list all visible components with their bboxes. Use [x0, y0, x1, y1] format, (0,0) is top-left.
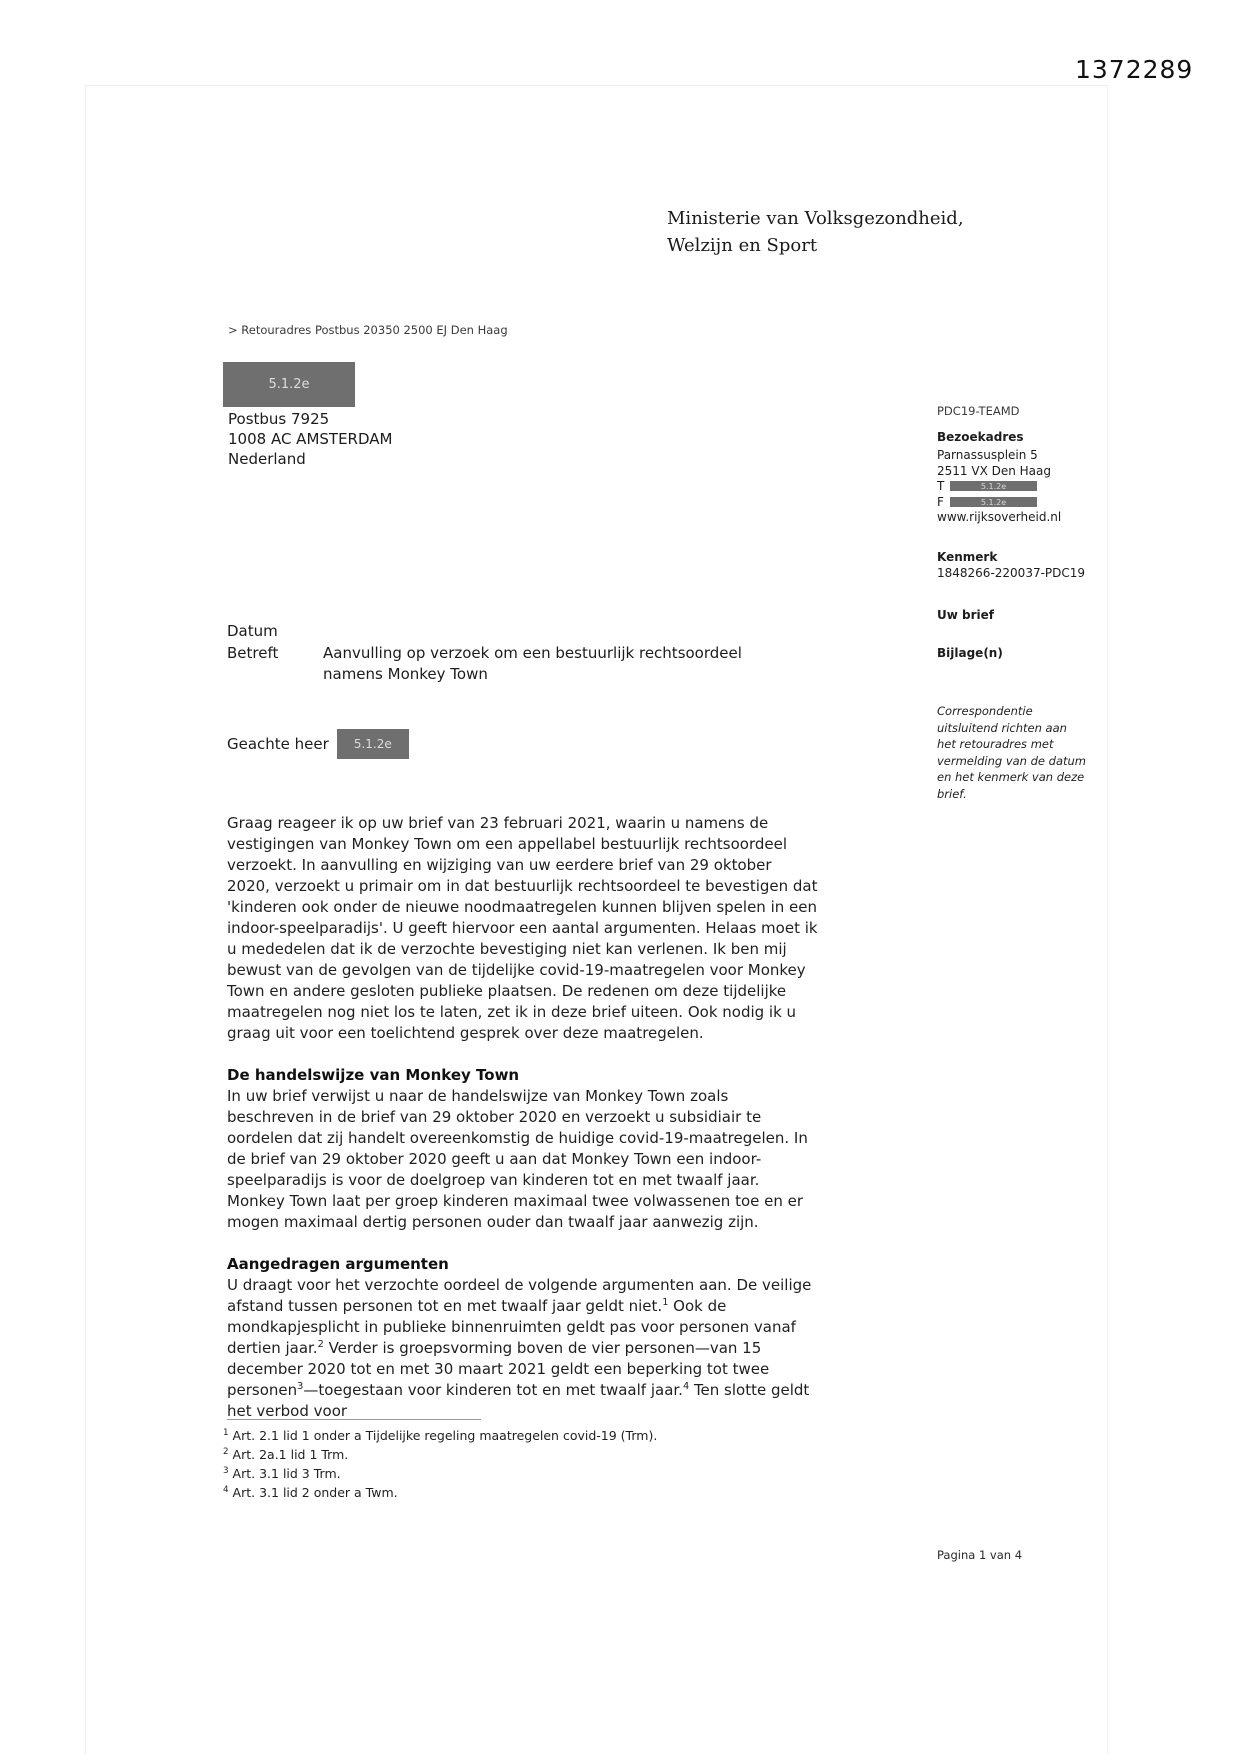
redaction-box-phone: 5.1.2e [950, 481, 1037, 491]
salutation-text: Geachte heer [227, 735, 329, 753]
recipient-address-line: 1008 AC AMSTERDAM [228, 430, 393, 448]
body-paragraph-1: Graag reageer ik op uw brief van 23 februari 2021, waarin u namens de vestigingen van Monkey Town om een appellabel bestuurlijk rechtsoordeel verzoekt. In aanvulling en wijziging van uw eerdere brief van 29 oktober 2020, verzoekt u primair om in dat bestuurlijk rechtsoordeel te bevestigen dat 'kinderen ook onder de nieuwe noodmaatregelen kunnen blijven spelen in een indoor-speelparadijs'. U geeft hiervoor een aantal argumenten. Helaas moet ik u mededelen dat ik de verzochte bevestiging niet kan verlenen. Ik ben mij bewust van de gevolgen van de tijdelijke covid-19-maatregelen voor Monkey Town en andere gesloten publieke plaatsen. De redenen om deze tijdelijke maatregelen nog niet los te laten, zet ik in deze brief uiteen. Ook nodig ik u graag uit voor een toelichtend gesprek over deze maatregelen. [227, 814, 818, 1042]
footnote-item: $^2$ Art. 2a.1 lid 1 Trm. [223, 1446, 349, 1462]
redaction-box-name: 5.1.2e [337, 729, 409, 759]
body-paragraph-3: U draagt voor het verzochte oordeel de volgende argumenten aan. De veilige afstand tussen personen tot en met twaalf jaar geldt niet.$^1$ Ook de mondkapjesplicht in publieke binnenruimten geldt pas voor personen vanaf dertien jaar.$^2$ Verder is groepsvorming boven de vier personen—van 15 december 2020 tot en met 30 maart 2021 geldt een beperking tot twee personen$^3$—toegestaan voor kinderen tot en met twaalf jaar.$^4$ Ten slotte geldt het verbod voor [227, 1276, 812, 1420]
subject-row [227, 643, 763, 685]
ministry-name-line1: Ministerie van Volksgezondheid, [667, 208, 964, 229]
recipient-address-block [228, 409, 392, 469]
sidebar-website-link: www.rijksoverheid.nl [937, 510, 1062, 524]
sidebar-your-letter-label: Uw brief [937, 608, 994, 622]
redaction-box-addressee [223, 362, 355, 407]
footnote-item: $^4$ Art. 3.1 lid 2 onder a Twm. [223, 1484, 398, 1500]
redaction-ground-label: 5.1.2e [268, 377, 310, 392]
date-label: Datum [227, 622, 278, 640]
page-number: Pagina 1 van 4 [937, 1548, 1023, 1562]
ministry-name-line2: Welzijn en Sport [667, 235, 818, 256]
footnote-separator [227, 1419, 481, 1420]
recipient-address-line: Nederland [228, 450, 306, 468]
footnote-item: $^3$ Art. 3.1 lid 3 Trm. [223, 1465, 341, 1481]
sidebar-attachments-label: Bijlage(n) [937, 646, 1003, 660]
sidebar-reference-label: Kenmerk [937, 550, 998, 564]
redaction-box-fax: 5.1.2e [950, 497, 1037, 507]
sidebar-team-code: PDC19-TEAMD [937, 404, 1020, 418]
section-heading-handelswijze: De handelswijze van Monkey Town [227, 1066, 520, 1084]
ministry-wordmark [667, 205, 964, 259]
salutation-row [227, 729, 409, 759]
footnote-item: $^1$ Art. 2.1 lid 1 onder a Tijdelijke regeling maatregelen covid-19 (Trm). [223, 1427, 658, 1443]
sidebar-phone-row [937, 479, 1037, 493]
subject-label: Betreft [227, 644, 279, 662]
subject-value: Aanvulling op verzoek om een bestuurlijk rechtsoordeel namens Monkey Town [323, 644, 742, 683]
footnote-block [223, 1419, 823, 1502]
recipient-address-line: Postbus 7925 [228, 410, 330, 428]
section-heading-argumenten: Aangedragen argumenten [227, 1255, 449, 1273]
phone-label: T [937, 479, 945, 493]
body-paragraph-2: In uw brief verwijst u naar de handelswijze van Monkey Town zoals beschreven in de brief van 29 oktober 2020 en verzoekt u subsidiair te oordelen dat zij handelt overeenkomstig de huidige covid-19-maatregelen. In de brief van 29 oktober 2020 geeft u aan dat Monkey Town een indoor-speelparadijs is voor de doelgroep van kinderen tot en met twaalf jaar. Monkey Town laat per groep kinderen maximaal twee volwassenen toe en er mogen maximaal dertig personen ouder dan twaalf jaar aanwezig zijn. [227, 1087, 808, 1231]
letter-body [227, 813, 819, 1443]
footnote-list [223, 1426, 823, 1502]
scan-number: 1372289 [1075, 55, 1194, 84]
sidebar-reference-value: 1848266-220037-PDC19 [937, 566, 1086, 580]
sidebar-visit-address-line: 2511 VX Den Haag [937, 464, 1051, 478]
sidebar-visit-address-line: Parnassusplein 5 [937, 448, 1038, 462]
sidebar-visit-address-label: Bezoekadres [937, 430, 1024, 444]
sidebar-fax-row [937, 495, 1037, 509]
return-address-line: > Retouradres Postbus 20350 2500 EJ Den Haag [228, 323, 508, 337]
sidebar-correspondence-note: Correspondentie uitsluitend richten aan het retouradres met vermelding van de datum en het kenmerk van deze brief. [937, 704, 1086, 801]
fax-label: F [937, 495, 944, 509]
